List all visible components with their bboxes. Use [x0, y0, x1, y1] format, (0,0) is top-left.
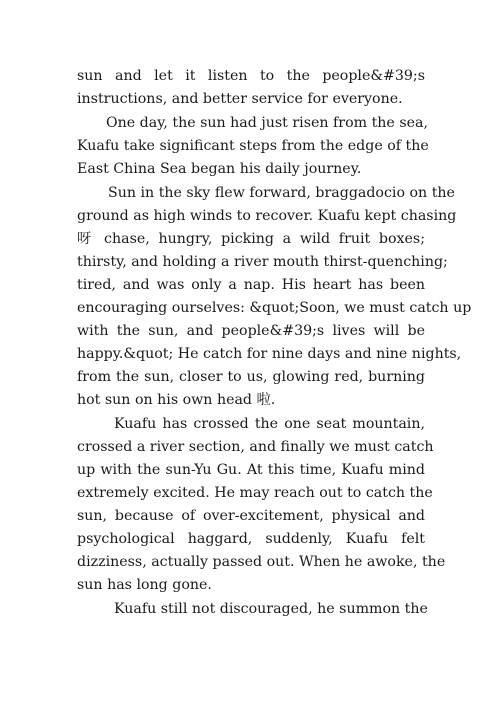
text-line: psychological haggard, suddenly, Kuafu felt	[77, 531, 425, 547]
paragraph-start-line: Sun in the sky flew forward, braggadocio on the	[108, 185, 455, 201]
text-line: with the sun, and people&#39;s lives will be	[77, 323, 425, 339]
text-line: extremely excited. He may reach out to catch the	[77, 485, 433, 501]
text-line: hot sun on his own head 啦.	[77, 392, 276, 408]
paragraph-start-line: Kuafu still not discouraged, he summon the	[114, 601, 428, 617]
text-line: dizziness, actually passed out. When he awoke, the	[77, 554, 446, 570]
paragraph-start-line: One day, the sun had just risen from the sea,	[106, 115, 428, 131]
text-line: up with the sun-Yu Gu. At this time, Kuafu mind	[77, 462, 425, 478]
text-line: 呀 chase, hungry, picking a wild fruit boxes;	[77, 231, 425, 247]
text-line: Kuafu take significant steps from the edge of the	[77, 138, 429, 154]
text-line: sun and let it listen to the people&#39;s	[77, 68, 425, 84]
text-line: tired, and was only a nap. His heart has been	[77, 277, 425, 293]
text-line: happy.&quot; He catch for nine days and nine nights,	[77, 346, 462, 362]
text-line: sun has long gone.	[77, 577, 212, 593]
text-line: instructions, and better service for everyone.	[77, 91, 403, 107]
text-line: sun, because of over-excitement, physical and	[77, 508, 425, 524]
paragraph-start-line: Kuafu has crossed the one seat mountain,	[114, 416, 425, 432]
text-line: crossed a river section, and finally we must catch	[77, 439, 434, 455]
text-line: ground as high winds to recover. Kuafu kept chasing	[77, 208, 457, 224]
text-line: from the sun, closer to us, glowing red, burning	[77, 369, 425, 385]
text-line: encouraging ourselves: &quot;Soon, we must catch up	[77, 300, 472, 316]
text-line: thirsty, and holding a river mouth thirst-quenching;	[77, 254, 448, 270]
text-line: East China Sea began his daily journey.	[77, 161, 362, 177]
